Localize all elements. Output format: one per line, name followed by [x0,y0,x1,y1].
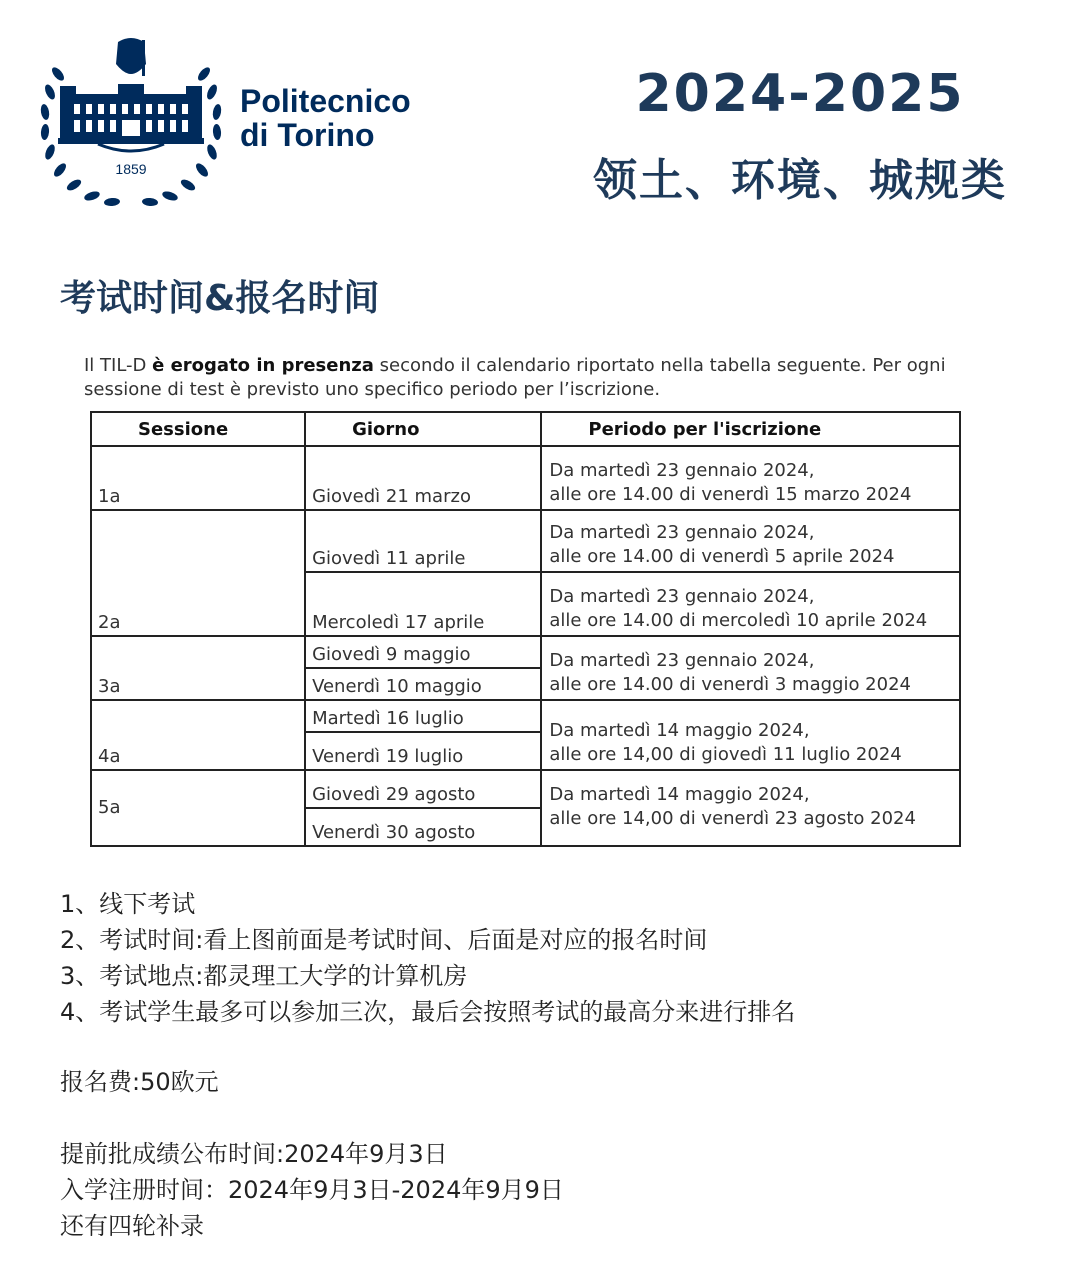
logo-year: 1859 [115,161,147,177]
day-cell: Giovedì 21 marzo [305,446,541,510]
list-item: 还有四轮补录 [60,1212,204,1240]
period-line: alle ore 14,00 di venerdì 23 agosto 2024 [549,808,916,829]
day-cell: Venerdì 19 luglio [305,732,541,770]
helmet-icon [116,38,146,76]
session-cell: 5a [91,770,305,846]
period-line: alle ore 14.00 di venerdì 15 marzo 2024 [549,484,912,505]
list-item: 1、线下考试 [60,890,196,918]
period-line: Da martedì 23 gennaio 2024, [549,522,815,543]
table-row [91,770,960,808]
session-cell: 4a [91,700,305,770]
day-cell: Venerdì 10 maggio [305,668,541,700]
session-cell: 3a [91,636,305,700]
period-line: Da martedì 23 gennaio 2024, [549,460,815,481]
period-cell [541,700,960,770]
intro-part1: Il TIL-D [84,355,153,376]
session-cell: 1a [91,446,305,510]
session-cell: 2a [91,510,305,636]
dates-list [60,1136,564,1244]
table-row [91,636,960,668]
day-cell: Venerdì 30 agosto [305,808,541,846]
period-cell [541,510,960,572]
brand-name [240,84,411,152]
list-item: 4、考试学生最多可以参加三次，最后会按照考试的最高分来进行排名 [60,998,796,1026]
period-cell [541,572,960,636]
registration-fee: 报名费:50欧元 [60,1068,219,1096]
period-line: Da martedì 23 gennaio 2024, [549,650,815,671]
day-cell: Giovedì 9 maggio [305,636,541,668]
period-line: alle ore 14.00 di venerdì 5 aprile 2024 [549,546,895,567]
table-row [91,446,960,510]
table-row [91,700,960,732]
period-line: alle ore 14.00 di mercoledì 10 aprile 2024 [549,610,928,631]
program-category: 领土、环境、城规类 [593,155,1007,206]
period-line: Da martedì 23 gennaio 2024, [549,586,815,607]
notes-list [60,886,795,1030]
period-cell [541,636,960,700]
list-item: 2、考试时间:看上图前面是考试时间、后面是对应的报名时间 [60,926,708,954]
day-cell: Martedì 16 luglio [305,700,541,732]
day-cell: Mercoledì 17 aprile [305,572,541,636]
table-row [91,510,960,572]
brand-line1: Politecnico [240,83,411,119]
day-cell: Giovedì 29 agosto [305,770,541,808]
header-day: Giorno [305,412,541,446]
period-line: Da martedì 14 maggio 2024, [549,784,810,805]
period-line: alle ore 14,00 di giovedì 11 luglio 2024 [549,744,902,765]
period-line: Da martedì 14 maggio 2024, [549,720,810,741]
schedule-table [90,411,961,847]
brand-line2: di Torino [240,117,375,153]
period-line: alle ore 14.00 di venerdì 3 maggio 2024 [549,674,911,695]
academic-years: 2024-2025 [635,64,965,124]
day-cell: Giovedì 11 aprile [305,510,541,572]
intro-bold: è erogato in presenza [152,355,374,376]
intro-part2: secondo il calendario riportato nella tabella seguente. Per ogni sessione di test è previsto uno specifico periodo per l’iscrizione. [84,355,946,400]
period-cell [541,770,960,846]
list-item: 3、考试地点:都灵理工大学的计算机房 [60,962,468,990]
politecnico-logo [38,34,224,208]
intro-paragraph [84,354,1004,402]
list-item: 入学注册时间：2024年9月3日-2024年9月9日 [60,1176,564,1204]
header-period: Periodo per l'iscrizione [541,412,960,446]
period-cell [541,446,960,510]
section-title: 考试时间&报名时间 [60,278,380,319]
table-header-row [91,412,960,446]
list-item: 提前批成绩公布时间:2024年9月3日 [60,1140,448,1168]
header-session: Sessione [91,412,305,446]
